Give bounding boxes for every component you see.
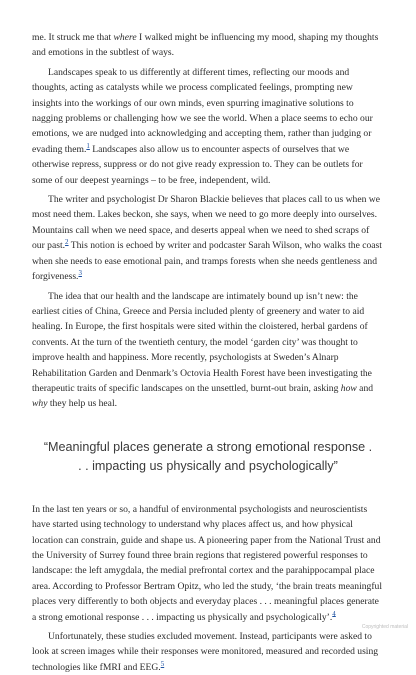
pull-quote: “Meaningful places generate a strong emotional response . . . impacting us physically and psychologically”	[43, 439, 373, 473]
paragraph-4	[32, 289, 384, 412]
footnote-link-4[interactable]: 4	[332, 609, 336, 618]
paragraph-1	[32, 30, 384, 61]
text: I walked might be influencing my mood, shaping my thoughts and emotions in the subtlest of ways.	[32, 32, 379, 59]
footnote-link-3[interactable]: 3	[78, 268, 82, 277]
text: and	[356, 382, 374, 394]
footnote-link-5[interactable]: 5	[160, 659, 165, 668]
footnote-link-1[interactable]: 1	[86, 141, 90, 150]
footnote-link-2[interactable]: 2	[65, 238, 69, 247]
emphasis: how	[340, 382, 357, 394]
paragraph-5	[32, 502, 384, 625]
copyright-watermark: Copyrighted material	[361, 624, 408, 630]
text: Unfortunately, these studies excluded movement. Instead, participants were asked to look at screen images while their responses were monitored, measured and recorded using technologies like fMRI and EEG.	[32, 631, 379, 673]
text: This notion is echoed by writer and podcaster Sarah Wilson, who walks the coast when she needs to ease emotional pain, and tramps forests when she needs gentleness and forgiveness.	[32, 240, 382, 283]
text: Landscapes speak to us differently at different times, reflecting our moods and thoughts, acting as catalysts while we process complicated feelings, prompting new insights into the workings of our own minds, even spurring imaginative solutions to nagging problems or challenging how we see the world. When a place seems to echo our emotions, we are nudged into acknowledging and accepting them, rather than judging or evading them.	[32, 66, 373, 155]
text: Landscapes also allow us to encounter aspects of ourselves that we otherwise repress, suppress or do not give ready expression to. They can be outlets for some of our deepest yearnings – to be free, independent, wild.	[32, 143, 363, 186]
text: The writer and psychologist Dr Sharon Blackie believes that places call to us when we most need them. Lakes beckon, she says, when we need to go more deeply into ourselves. Mountains call when we need space, and deserts appeal when we need to shed scraps of our past.	[32, 194, 380, 252]
emphasis: where	[113, 32, 137, 43]
text: In the last ten years or so, a handful of environmental psychologists and neuroscientists have started using technology to understand why places affect us, and how physical location can constrain, guide and shape us. A pioneering paper from the National Trust and the University of Surrey found three brain regions that registered powerful responses to landscape: the left amygdala, the medial prefrontal cortex and the parahippocampal place area. According to Professor Bertram Opitz, who led the study, ‘the brain treats meaningful places very differently to both objects and everyday places . . . meaningful places generate a strong emotional response . . . impacting us physically and psychologically’.	[32, 503, 382, 623]
paragraph-2	[32, 65, 384, 188]
text: The idea that our health and the landscape are intimately bound up isn’t new: the earliest cities of China, Greece and Persia included plenty of greenery and water to aid healing. In Europe, the first hospitals were sited within the cloistered, herbal gardens of convents. At the turn of the twentieth century, the model ‘garden city’ was thought to improve health and happiness. More recently, psychologists at Sweden’s Alnarp Rehabilitation Garden and Denmark’s Octovia Health Forest have been investigating the therapeutic traits of specific landscapes on the unsettled, burnt-out brain, asking	[32, 290, 372, 394]
text: me. It struck me that	[32, 32, 114, 43]
text: they help us heal.	[47, 398, 118, 410]
emphasis: why	[32, 398, 48, 410]
paragraph-3	[32, 192, 384, 284]
page-body	[32, 30, 384, 675]
